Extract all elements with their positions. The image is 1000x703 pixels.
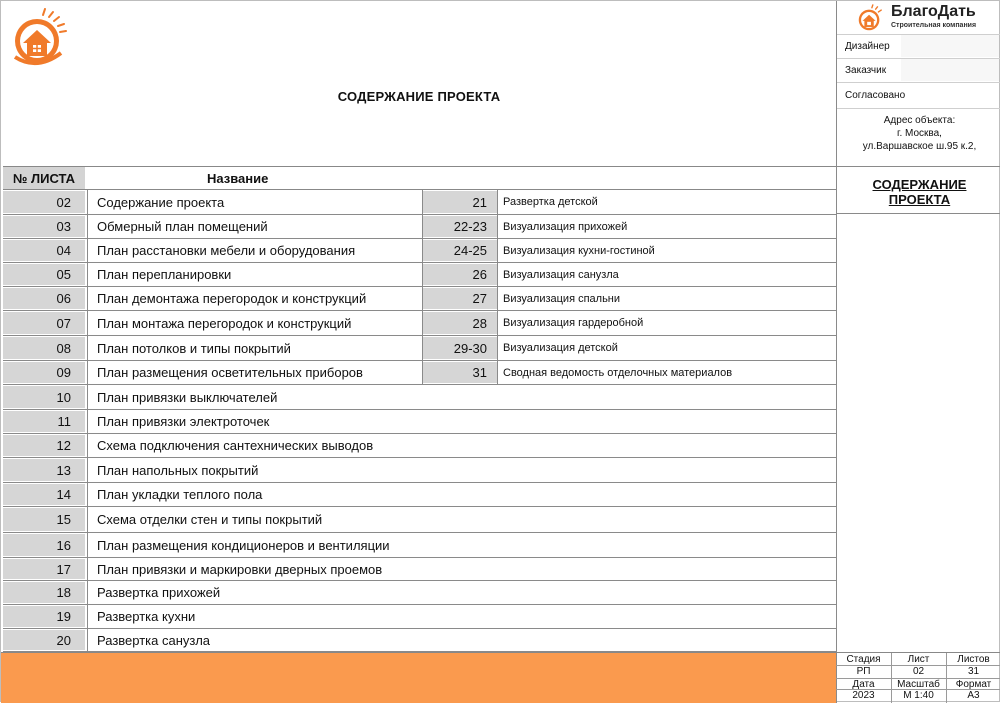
table-row — [3, 629, 837, 652]
page-title: СОДЕРЖАНИЕ ПРОЕКТА — [337, 89, 501, 104]
table-row — [3, 336, 837, 361]
sheet-label: Лист — [891, 654, 946, 666]
table-row — [3, 287, 837, 311]
table-row — [3, 215, 837, 239]
table-row — [3, 385, 837, 410]
sheet-name: Развертка кухни — [97, 609, 196, 624]
sheet-number-2: 24-25 — [423, 240, 497, 261]
sheet-name-2: Визуализация прихожей — [503, 220, 628, 233]
sheet-number: 17 — [3, 559, 85, 579]
approved-label: Согласовано — [837, 82, 1000, 108]
sheet-number-2: 29-30 — [423, 337, 497, 359]
table-row — [3, 558, 837, 581]
sheet-number: 07 — [3, 312, 85, 334]
sheet-name-2: Визуализация спальни — [503, 292, 621, 305]
table-row — [3, 239, 837, 263]
sheet-number: 05 — [3, 264, 85, 285]
table-row — [3, 311, 837, 336]
sheet-number-2: 27 — [423, 288, 497, 309]
date-label: Дата — [836, 678, 891, 690]
stage-label: Стадия — [836, 654, 891, 666]
sheet-name-2: Визуализация детской — [503, 342, 618, 354]
sheet-name-2: Развертка детской — [503, 196, 598, 208]
sheet-number: 10 — [3, 386, 85, 408]
client-field — [901, 59, 999, 81]
table-row — [3, 507, 837, 533]
sheet-name: Обмерный план помещений — [97, 219, 268, 234]
sheet-number: 18 — [3, 582, 85, 603]
stage-value: РП — [856, 666, 871, 677]
sheet-name: Схема подключения сантехнических выводов — [97, 438, 374, 453]
table-row — [3, 458, 837, 483]
format-value: А3 — [967, 690, 980, 701]
house-sun-icon — [7, 7, 71, 71]
sheet-number: 13 — [3, 459, 85, 481]
table-row — [3, 410, 837, 434]
client-label: Заказчик — [837, 58, 1000, 82]
sheets-value: 31 — [967, 666, 980, 677]
sheet-name: Содержание проекта — [97, 194, 225, 210]
sheet-number: 04 — [3, 240, 85, 261]
sheet-number: 11 — [3, 411, 85, 432]
brand-subtitle: Строительная компания — [891, 22, 977, 29]
sheet-number: 15 — [3, 508, 85, 531]
sheet-number: 19 — [3, 606, 85, 627]
sheet-name-2: Визуализация кухни-гостиной — [503, 244, 655, 257]
sheet-number-2: 22-23 — [423, 216, 497, 237]
sheet-number: 02 — [3, 191, 85, 213]
address-label: Адрес объекта: — [883, 115, 956, 126]
sheet-name: План привязки и маркировки дверных проемов — [97, 561, 383, 577]
sheet-name: Схема отделки стен и типы покрытий — [97, 512, 323, 527]
sheet-name: План укладки теплого пола — [97, 487, 263, 502]
sheet-name: План расстановки мебели и оборудования — [97, 243, 356, 258]
sheet-name-2: Визуализация гардеробной — [503, 317, 644, 329]
brand — [855, 3, 1000, 33]
sheet-name: Развертка прихожей — [97, 585, 221, 600]
sheet-number-2: 26 — [423, 264, 497, 285]
sheet-number-2: 28 — [423, 312, 497, 334]
sheet-number: 14 — [3, 484, 85, 505]
address-street: ул.Варшавское ш.95 к.2, — [862, 141, 977, 152]
sheet-name: План размещения кондиционеров и вентиляции — [97, 537, 390, 553]
brand-logo-icon — [855, 4, 885, 34]
format-label: Формат — [946, 678, 1000, 690]
sheet-value: 02 — [912, 666, 925, 677]
date-value: 2023 — [852, 690, 875, 701]
sheet-number: 06 — [3, 288, 85, 309]
sheet-name: План демонтажа перегородок и конструкций — [97, 291, 367, 306]
table-row — [3, 581, 837, 605]
sheet-name: План напольных покрытий — [97, 462, 259, 478]
sheet-name-2: Сводная ведомость отделочных материалов — [503, 366, 733, 379]
table-row — [3, 605, 837, 629]
sheet-name: Развертка санузла — [97, 632, 211, 648]
object-address — [837, 108, 1000, 166]
table-row — [3, 533, 837, 558]
sheets-label: Листов — [946, 654, 1000, 666]
sheet-name: План привязки выключателей — [97, 389, 278, 405]
column-header-name: Название — [85, 166, 837, 190]
designer-label: Дизайнер — [837, 34, 1000, 58]
accent-band — [1, 652, 837, 703]
sheet-number: 20 — [3, 630, 85, 650]
address-city: г. Москва, — [897, 128, 942, 139]
sheet-name: План перепланировки — [97, 267, 232, 282]
designer-field — [901, 35, 999, 57]
sheet-number: 16 — [3, 534, 85, 556]
sheet-name: План потолков и типы покрытий — [97, 340, 291, 356]
title-block — [836, 1, 1000, 703]
sheet-number: 12 — [3, 435, 85, 456]
sheet-name-2: Визуализация санузла — [503, 268, 619, 281]
table-row — [3, 190, 837, 215]
brand-name: БлагоДать — [891, 3, 976, 20]
table-row — [3, 483, 837, 507]
sheet-name: План размещения осветительных приборов — [97, 365, 363, 380]
sheet-number: 03 — [3, 216, 85, 237]
sheet-number-2: 21 — [423, 191, 497, 213]
sheet-title: СОДЕРЖАНИЕ ПРОЕКТА — [837, 166, 1000, 214]
table-row — [3, 263, 837, 287]
table-row — [3, 434, 837, 458]
sheet-number: 08 — [3, 337, 85, 359]
scale-value: М 1:40 — [903, 690, 934, 701]
sheet-number: 09 — [3, 362, 85, 383]
stamp-block — [836, 652, 1000, 703]
scale-label: Масштаб — [891, 678, 946, 690]
table-row — [3, 361, 837, 385]
sheet-name: План привязки электроточек — [97, 414, 270, 429]
sheet-name: План монтажа перегородок и конструкций — [97, 315, 352, 331]
column-header-sheet-number: № ЛИСТА — [3, 166, 85, 190]
sheet-number-2: 31 — [423, 362, 497, 383]
